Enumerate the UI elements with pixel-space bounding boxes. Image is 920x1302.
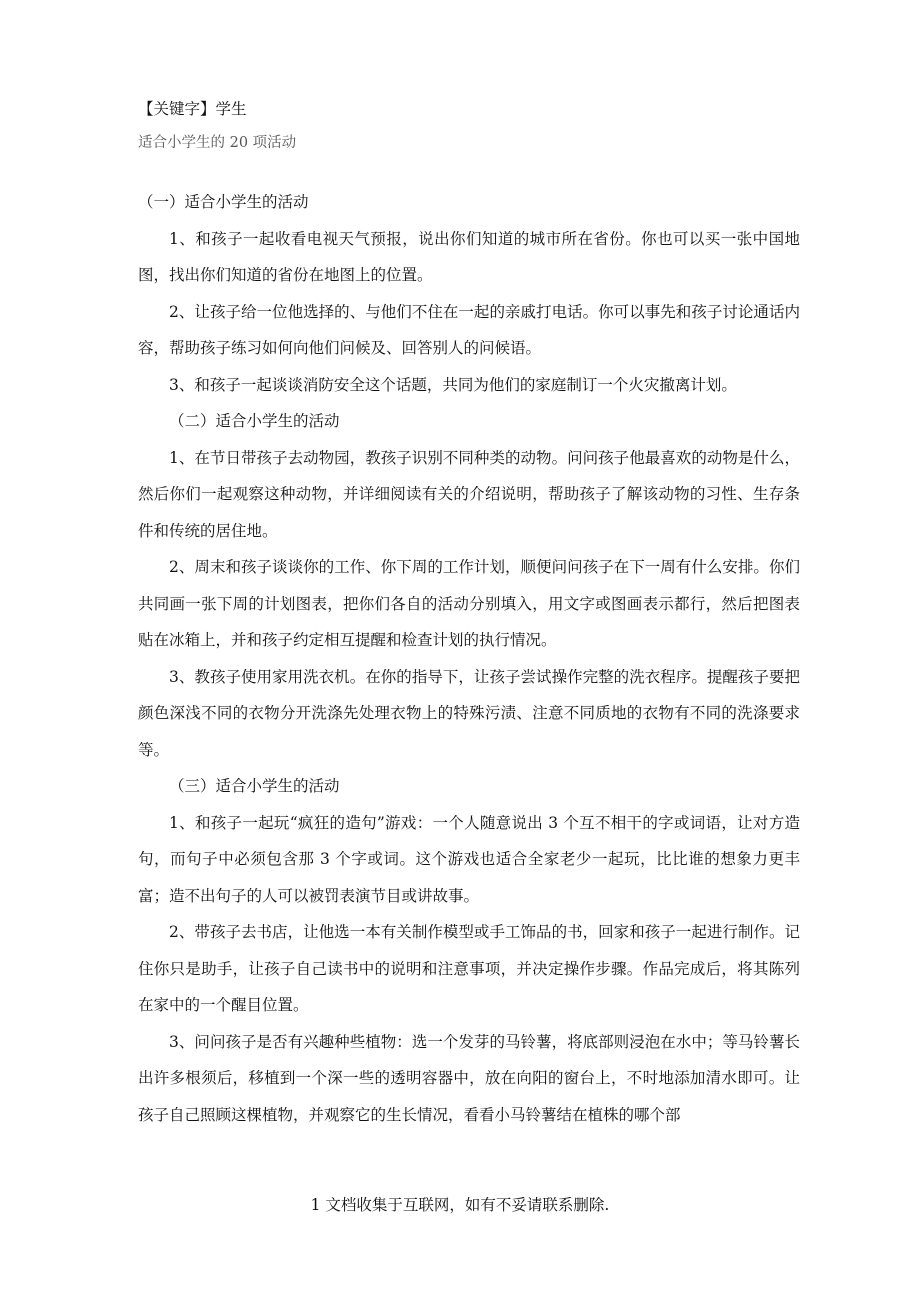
paragraph: 1、在节日带孩子去动物园，教孩子识别不同种类的动物。问问孩子他最喜欢的动物是什么，然后你们一起观察这种动物，并详细阅读有关的介绍说明，帮助孩子了解该动物的习性、生存条件和传统的居住地。 bbox=[138, 448, 800, 540]
paragraph: 3、教孩子使用家用洗衣机。在你的指导下，让孩子尝试操作完整的洗衣程序。提醒孩子要把颜色深浅不同的衣物分开洗涤先处理衣物上的特殊污渍、注意不同质地的衣物有不同的洗涤要求等。 bbox=[138, 667, 800, 759]
page-footer: 1 文档收集于互联网，如有不妥请联系删除. bbox=[310, 1196, 610, 1214]
paragraph: 3、问问孩子是否有兴趣种些植物：选一个发芽的马铃薯，将底部则浸泡在水中；等马铃薯长出许多根须后，移植到一个深一些的透明容器中，放在向阳的窗台上，不时地添加清水即可。让孩子自己照顾这棵植物，并观察它的生长情况，看看小马铃薯结在植株的哪个部 bbox=[138, 1032, 800, 1124]
paragraph: 2、周末和孩子谈谈你的工作、你下周的工作计划，顺便问问孩子在下一周有什么安排。你们共同画一张下周的计划图表，把你们各自的活动分别填入，用文字或图画表示都行，然后把图表贴在冰箱上，并和孩子约定相互提醒和检查计划的执行情况。 bbox=[138, 558, 800, 649]
paragraph: 2、让孩子给一位他选择的、与他们不住在一起的亲戚打电话。你可以事先和孩子讨论通话内容，帮助孩子练习如何向他们问候及、回答别人的问候语。 bbox=[138, 302, 800, 357]
paragraph: 3、和孩子一起谈谈消防安全这个话题，共同为他们的家庭制订一个火灾撤离计划。 bbox=[169, 375, 737, 394]
keyword-line: 【关键字】学生 bbox=[138, 100, 247, 118]
paragraph: 2、带孩子去书店，让他选一本有关制作模型或手工饰品的书，回家和孩子一起进行制作。记住你只是助手，让孩子自己读书中的说明和注意事项，并决定操作步骤。作品完成后，将其陈列在家中的一个醒目位置。 bbox=[138, 923, 800, 1014]
section-heading-3: （三）适合小学生的活动 bbox=[169, 777, 340, 795]
paragraph: 1、和孩子一起收看电视天气预报，说出你们知道的城市所在省份。你也可以买一张中国地图，找出你们知道的省份在地图上的位置。 bbox=[138, 229, 800, 284]
document-body bbox=[138, 184, 800, 1133]
paragraph: 1、和孩子一起玩“疯狂的造句”游戏：一个人随意说出 3 个互不相干的字或词语，让对方造句，而句子中必须包含那 3 个字或词。这个游戏也适合全家老少一起玩，比比谁的想象力更丰富；造不出句子的人可以被罚表演节目或讲故事。 bbox=[138, 813, 800, 905]
section-heading-2: （二）适合小学生的活动 bbox=[169, 412, 340, 430]
section-heading-1: （一）适合小学生的活动 bbox=[138, 193, 309, 211]
document-subtitle: 适合小学生的 20 项活动 bbox=[138, 135, 297, 151]
